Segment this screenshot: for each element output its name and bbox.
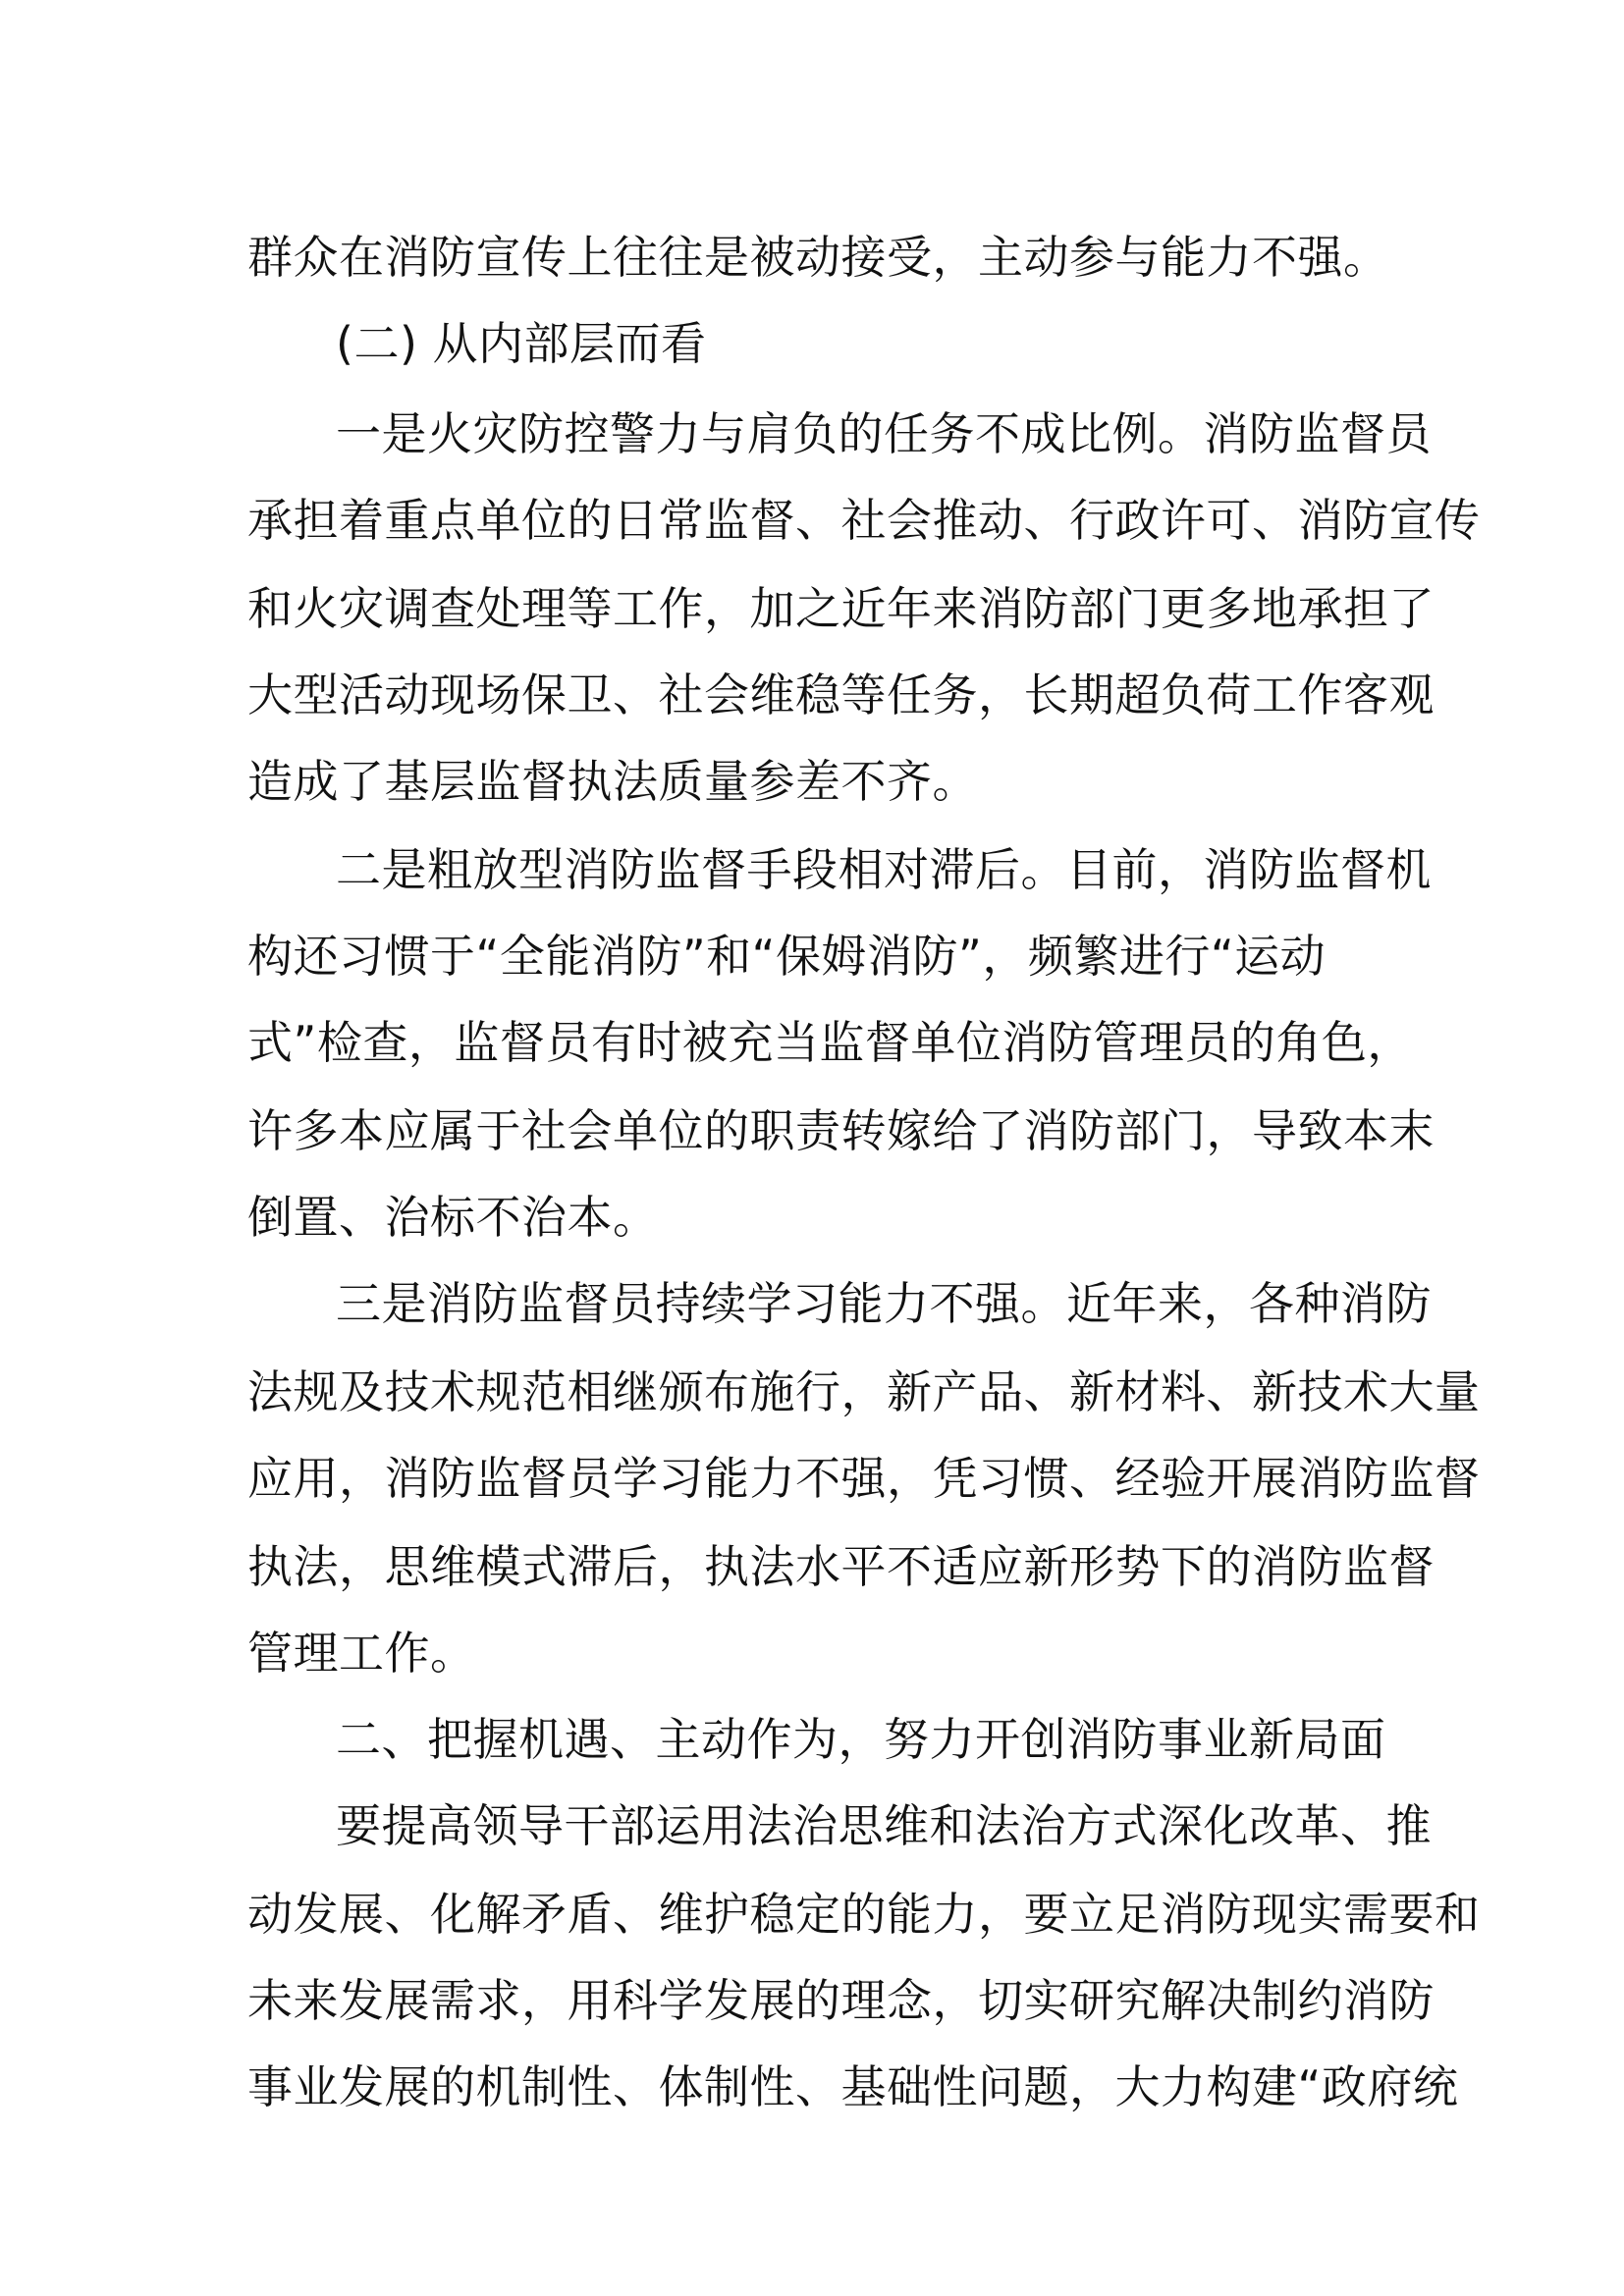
text-line: 式”检查，监督员有时被充当监督单位消防管理员的角色， bbox=[247, 1016, 1413, 1069]
text-line: 三是消防监督员持续学习能力不强。近年来，各种消防 bbox=[336, 1277, 1432, 1330]
text-line: 和火灾调查处理等工作，加之近年来消防部门更多地承担了 bbox=[247, 582, 1435, 635]
text-line: 承担着重点单位的日常监督、社会推动、行政许可、消防宣传 bbox=[247, 494, 1481, 547]
text-line: 大型活动现场保卫、社会维稳等任务，长期超负荷工作客观 bbox=[247, 668, 1435, 721]
section-heading: (二) 从内部层而看 bbox=[336, 317, 707, 370]
text-line: 群众在消防宣传上往往是被动接受，主动参与能力不强。 bbox=[247, 231, 1389, 284]
text-line: 未来发展需求，用科学发展的理念，切实研究解决制约消防 bbox=[247, 1974, 1435, 2027]
text-line: 构还习惯于“全能消防”和“保姆消防”，频繁进行“运动 bbox=[247, 930, 1326, 983]
text-line: 二是粗放型消防监督手段相对滞后。目前，消防监督机 bbox=[336, 843, 1432, 896]
text-line: 倒置、治标不治本。 bbox=[247, 1191, 659, 1244]
text-line: 要提高领导干部运用法治思维和法治方式深化改革、推 bbox=[336, 1799, 1432, 1852]
text-line: 执法，思维模式滞后，执法水平不适应新形势下的消防监督 bbox=[247, 1540, 1435, 1593]
text-line: 管理工作。 bbox=[247, 1627, 476, 1680]
text-line: 动发展、化解矛盾、维护稳定的能力，要立足消防现实需要和 bbox=[247, 1888, 1481, 1941]
text-line: 应用，消防监督员学习能力不强，凭习惯、经验开展消防监督 bbox=[247, 1452, 1481, 1505]
section-heading: 二、把握机遇、主动作为，努力开创消防事业新局面 bbox=[336, 1713, 1386, 1766]
text-line: 许多本应属于社会单位的职责转嫁给了消防部门，导致本末 bbox=[247, 1104, 1435, 1157]
text-line: 一是火灾防控警力与肩负的任务不成比例。消防监督员 bbox=[336, 407, 1432, 460]
text-line: 造成了基层监督执法质量参差不齐。 bbox=[247, 755, 978, 808]
text-line: 事业发展的机制性、体制性、基础性问题，大力构建“政府统 bbox=[247, 2060, 1459, 2113]
text-line: 法规及技术规范相继颁布施行，新产品、新材料、新技术大量 bbox=[247, 1365, 1481, 1418]
